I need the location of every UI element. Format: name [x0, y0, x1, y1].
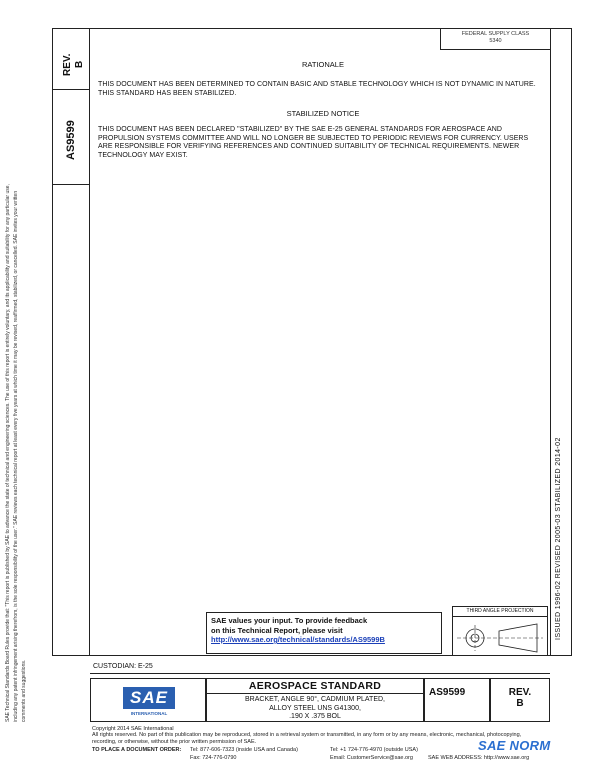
order-label: TO PLACE A DOCUMENT ORDER:: [92, 747, 182, 753]
rationale-text: THIS DOCUMENT HAS BEEN DETERMINED TO CONTAIN BASIC AND STABLE TECHNOLOGY WHICH IS NOT DYNAMIC IN NATURE. THIS STANDARD HAS BEEN STABILIZED.: [98, 81, 536, 97]
part-description-line-3: .190 X .375 BOL: [289, 713, 341, 720]
web-address[interactable]: SAE WEB ADDRESS: http://www.sae.org: [428, 755, 530, 761]
rev-label: REV.: [62, 53, 73, 76]
sae-norm-watermark: SAE NORM: [478, 738, 551, 753]
part-description-line-1: BRACKET, ANGLE 90°, CADMIUM PLATED,: [245, 696, 385, 703]
projection-symbol-icon: [453, 617, 547, 655]
feedback-line-2: on this Technical Report, please visit: [211, 625, 343, 635]
fed-class-value: 5340: [489, 38, 502, 44]
document-frame: [52, 28, 572, 656]
rev-label-bottom: REV.: [508, 687, 532, 698]
sae-board-rules-notice: SAE Technical Standards Board Rules provide that: "This report is published by SAE to advance the state of technical and engineering sciences. The use of this report is entirely voluntary, and its applicability and suitability for any particular use, including any patent infringement arising therefrom, is the sole responsibility of the user." SAE reviews each technical report at least every five years at which time it may be revised, reaffirmed, stabilized, or cancelled. SAE invites your written comments and suggestions.: [5, 184, 27, 722]
projection-label: THIRD ANGLE PROJECTION: [453, 607, 547, 617]
feedback-link[interactable]: http://www.sae.org/technical/standards/AS9599B: [211, 635, 385, 644]
feedback-box: [206, 612, 442, 654]
tel-us: Tel: 877-606-7323 (inside USA and Canada): [190, 747, 298, 753]
revision-history: ISSUED 1996-02 REVISED 2005-03 STABILIZED 2014-02: [555, 437, 562, 640]
doc-number-box-bottom: [424, 678, 490, 722]
stabilized-text: THIS DOCUMENT HAS BEEN DECLARED "STABILIZED" BY THE SAE E-25 GENERAL STANDARDS FOR AEROSPACE AND PROPULSION SYSTEMS COMMITTEE AND WILL NO LONGER BE SUBJECTED TO PERIODIC REVIEWS FOR CURRENCY. USERS ARE RESPONSIBLE FOR VERIFYING REFERENCES AND CONTINUED SUITABILITY OF TECHNICAL REQUIREMENTS. NEWER TECHNOLOGY MAY EXIST.: [98, 126, 529, 159]
rev-value-bottom: B: [516, 698, 524, 709]
third-angle-projection-box: [452, 606, 548, 656]
custodian-label: CUSTODIAN: E-25: [90, 660, 550, 674]
rights-line: All rights reserved. No part of this publication may be reproduced, stored in a retrieval system or transmitted, in any form or by any means, electronic, mechanical, photocopying,: [92, 732, 522, 738]
sae-logo-box: [90, 678, 206, 722]
rights-line-2: recording, or otherwise, without the prior written permission of SAE.: [92, 739, 257, 745]
doc-number-vertical: AS9599: [65, 120, 77, 160]
doc-number: AS9599: [429, 687, 466, 698]
copyright-line: Copyright 2014 SAE International: [92, 726, 174, 732]
federal-supply-class-box: [440, 28, 550, 50]
rev-value: B: [74, 60, 85, 68]
part-description-line-2: ALLOY STEEL UNS G41300,: [269, 704, 361, 712]
fed-class-label: FEDERAL SUPPLY CLASS: [461, 31, 530, 37]
feedback-line-1: SAE values your input. To provide feedback: [211, 616, 368, 625]
rationale-heading: RATIONALE: [302, 60, 344, 69]
doc-number-box: [52, 90, 90, 185]
rev-box: [52, 28, 90, 90]
email[interactable]: Email: CustomerService@sae.org: [330, 755, 413, 761]
title-box: [206, 678, 424, 722]
sae-logo-icon: SAE: [123, 687, 175, 709]
stabilized-heading: STABILIZED NOTICE: [286, 109, 360, 118]
tel-intl: Tel: +1 724-776-4970 (outside USA): [330, 747, 418, 753]
rev-box-bottom: [490, 678, 550, 722]
fax: Fax: 724-776-0790: [190, 755, 237, 761]
sae-logo-subtext: INTERNATIONAL: [130, 711, 168, 716]
standard-title: AEROSPACE STANDARD: [207, 679, 423, 694]
